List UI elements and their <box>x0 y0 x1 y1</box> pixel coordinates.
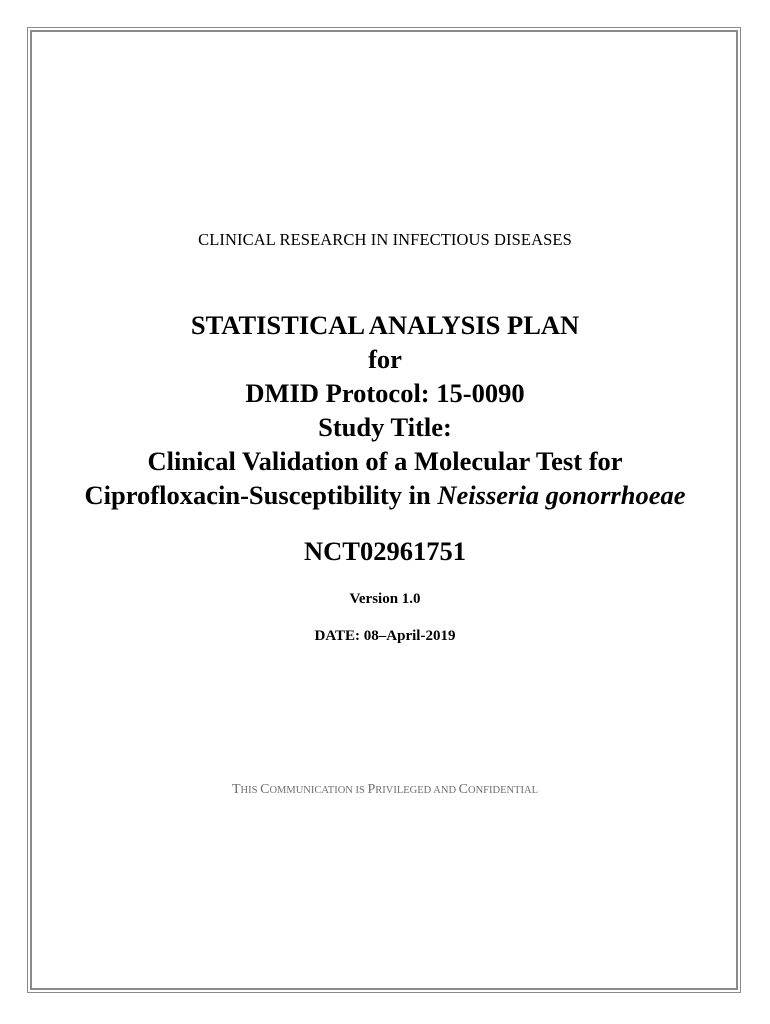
confidentiality-notice <box>0 782 770 798</box>
notice-w2-initial: C <box>260 782 270 797</box>
title-line-1: STATISTICAL ANALYSIS PLAN <box>190 310 580 340</box>
title-line-5: Clinical Validation of a Molecular Test for <box>147 446 623 476</box>
date-label: DATE: 08–April-2019 <box>314 628 456 644</box>
title-line-3: DMID Protocol: 15-0090 <box>245 378 525 408</box>
notice-w4-rest: ONFIDENTIAL <box>468 785 538 796</box>
organism-name: Neisseria gonorrhoeae <box>437 480 686 510</box>
title-line-2: for <box>368 344 402 374</box>
notice-w3-initial: P <box>367 782 376 797</box>
notice-w1-rest: HIS <box>240 785 261 796</box>
notice-w1-initial: T <box>231 782 241 797</box>
version-label: Version 1.0 <box>349 591 421 607</box>
document-title <box>0 308 770 512</box>
title-line-4: Study Title: <box>318 412 452 442</box>
title-line-6-prefix: Ciprofloxacin-Susceptibility in <box>84 480 438 510</box>
notice-w3-rest: RIVILEGED AND <box>375 785 459 796</box>
nct-number: NCT02961751 <box>304 536 466 566</box>
notice-w2-rest: OMMUNICATION IS <box>269 785 368 796</box>
title-line-6 <box>0 478 770 512</box>
notice-w4-initial: C <box>458 782 468 797</box>
organization-header: CLINICAL RESEARCH IN INFECTIOUS DISEASES <box>198 230 572 249</box>
